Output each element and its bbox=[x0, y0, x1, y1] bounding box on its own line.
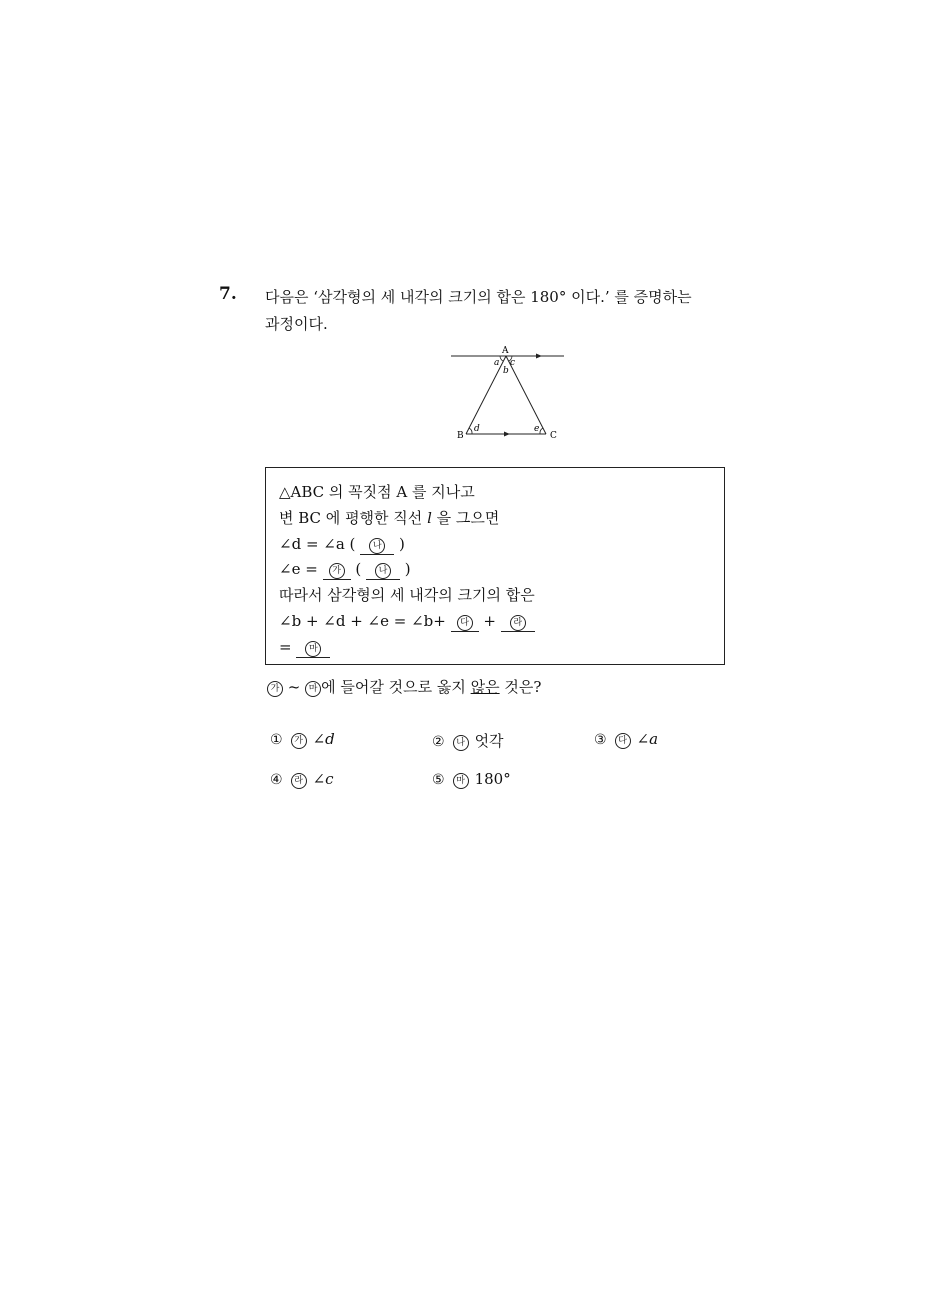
proof-line-1: △ABC 의 꼭짓점 A 를 지나고 bbox=[279, 483, 475, 501]
choice-5[interactable]: ⑤ 마 180° bbox=[432, 770, 511, 788]
label-d: d bbox=[474, 424, 480, 434]
parallel-arrow-bottom bbox=[504, 432, 510, 437]
label-C: C bbox=[550, 431, 557, 441]
proof-line-6: ∠b + ∠d + ∠e = ∠b+ 다 + 라 bbox=[279, 609, 724, 635]
proof-line-3: ∠d = ∠a ( 나 ) bbox=[279, 534, 405, 553]
angle-mark-e bbox=[540, 428, 543, 434]
choice-2[interactable]: ② 나 엇각 bbox=[432, 732, 504, 750]
side-ab bbox=[466, 356, 506, 434]
blank-na: 나 bbox=[369, 538, 385, 554]
blank-na-2: 나 bbox=[375, 563, 391, 579]
blank-ra: 라 bbox=[510, 615, 526, 631]
choice-1[interactable]: ① 가 ∠d bbox=[270, 730, 335, 748]
label-a: a bbox=[494, 358, 500, 368]
label-c: c bbox=[510, 358, 516, 368]
label-A: A bbox=[502, 346, 509, 356]
question-number: 7. bbox=[219, 284, 237, 304]
proof-line-2: 변 BC 에 평행한 직선 l 을 그으면 bbox=[279, 508, 500, 527]
angle-mark-d bbox=[469, 428, 472, 434]
proof-line-5: 따라서 삼각형의 세 내각의 크기의 합은 bbox=[279, 586, 535, 605]
proof-box bbox=[265, 467, 725, 665]
choice-4[interactable]: ④ 라 ∠c bbox=[270, 770, 334, 788]
triangle-figure bbox=[445, 343, 575, 447]
stem-line-1: 다음은 ‘삼각형의 세 내각의 크기의 합은 180° 이다.’ 를 증명하는 bbox=[265, 288, 692, 306]
angle-mark-a bbox=[500, 356, 503, 361]
question-prompt: 가 ~ 마 에 들어갈 것으로 옳지 않은 것은? bbox=[267, 676, 541, 697]
proof-line-4: ∠e = 가 ( 나 ) bbox=[279, 560, 411, 579]
blank-da: 다 bbox=[457, 615, 473, 631]
proof-line-7: = 마 bbox=[279, 635, 724, 661]
label-B: B bbox=[457, 431, 464, 441]
parallel-arrow-top bbox=[536, 354, 542, 359]
question-stem bbox=[265, 284, 735, 338]
blank-ma: 마 bbox=[305, 641, 321, 657]
stem-line-2: 과정이다. bbox=[265, 315, 328, 333]
label-b: b bbox=[503, 366, 509, 376]
label-e: e bbox=[534, 424, 540, 434]
blank-ga: 가 bbox=[329, 563, 345, 579]
choice-3[interactable]: ③ 다 ∠a bbox=[594, 730, 659, 748]
